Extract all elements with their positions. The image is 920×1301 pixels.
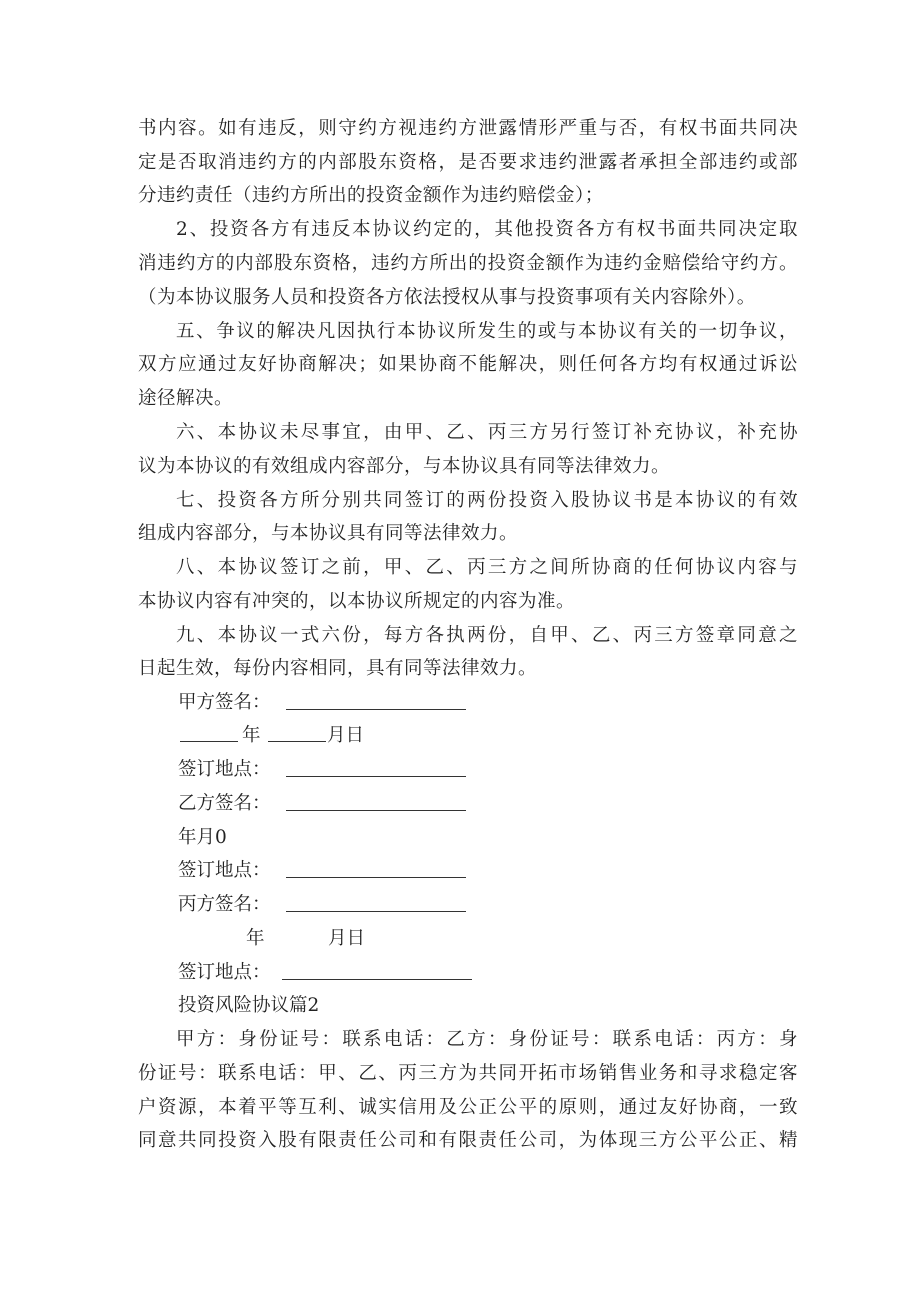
party-a-place-blank [286,776,466,777]
paragraph-line: 议为本协议的有效组成内容部分，与本协议具有同等法律效力。 [138,456,671,477]
party-a-month-blank [268,741,326,742]
paragraph-line: 八、本协议签订之前，甲、乙、丙三方之间所协商的任何协议内容与 [176,557,798,578]
paragraph-line: 七、投资各方所分别共同签订的两份投资入股协议书是本协议的有效 [176,490,798,511]
party-b-signature-label: 乙方签名： [178,793,271,814]
party-b-date: 年月0 [178,827,227,848]
paragraph-line: 途径解决。 [138,388,234,409]
paragraph-line: 书内容。如有违反，则守约方视违约方泄露情形严重与否，有权书面共同决 [138,118,798,139]
paragraph-line: 2、投资各方有违反本协议约定的，其他投资各方有权书面共同决定取 [176,219,798,240]
party-c-signature-blank [286,911,466,912]
paragraph-line: 消违约方的内部股东资格，违约方所出的投资金额作为违约金赔偿给守约方。 [138,253,798,274]
party-c-year-label: 年 [246,928,265,949]
paragraph-line: 本协议内容有冲突的，以本协议所规定的内容为准。 [138,591,576,612]
party-b-place-blank [286,877,466,878]
paragraph-line: 户资源，本着平等互利、诚实信用及公正公平的原则，通过友好协商，一致 [138,1097,798,1118]
paragraph-line: 定是否取消违约方的内部股东资格，是否要求违约泄露者承担全部违约或部 [138,152,798,173]
section-title: 投资风险协议篇2 [178,995,320,1016]
paragraph-line: （为本协议服务人员和投资各方依法授权从事与投资事项有关内容除外）。 [138,287,756,308]
paragraph-line: 分违约责任（违约方所出的投资金额作为违约赔偿金）； [138,185,604,206]
paragraph-line: 九、本协议一式六份，每方各执两份，自甲、乙、丙三方签章同意之 [176,625,798,646]
paragraph-line: 组成内容部分，与本协议具有同等法律效力。 [138,523,519,544]
paragraph-line: 份证号：联系电话：甲、乙、丙三方为共同开拓市场销售业务和寻求稳定客 [138,1063,798,1084]
paragraph-line: 同意共同投资入股有限责任公司和有限责任公司，为体现三方公平公正、精 [138,1130,798,1151]
party-b-signature-blank [286,810,466,811]
paragraph-line: 双方应通过友好协商解决；如果协商不能解决，则任何各方均有权通过诉讼 [138,354,798,375]
party-c-place-blank [282,979,472,980]
party-a-year-blank [180,741,238,742]
party-a-month-day-label: 月日 [327,725,365,746]
party-c-month-day-label: 月日 [328,928,366,949]
party-a-signature-blank [286,709,466,710]
paragraph-line: 五、争议的解决凡因执行本协议所发生的或与本协议有关的一切争议， [176,321,798,342]
party-a-year-label: 年 [242,725,261,746]
paragraph-line: 六、本协议未尽事宜，由甲、乙、丙三方另行签订补充协议，补充协 [176,422,798,443]
paragraph-line: 甲方：身份证号：联系电话：乙方：身份证号：联系电话：丙方：身 [176,1029,798,1050]
paragraph-line: 日起生效，每份内容相同，具有同等法律效力。 [138,658,538,679]
party-c-place-label: 签订地点： [178,962,271,983]
party-a-signature-label: 甲方签名： [178,692,271,713]
party-a-place-label: 签订地点： [178,759,271,780]
party-c-signature-label: 丙方签名： [178,894,271,915]
party-b-place-label: 签订地点： [178,860,271,881]
